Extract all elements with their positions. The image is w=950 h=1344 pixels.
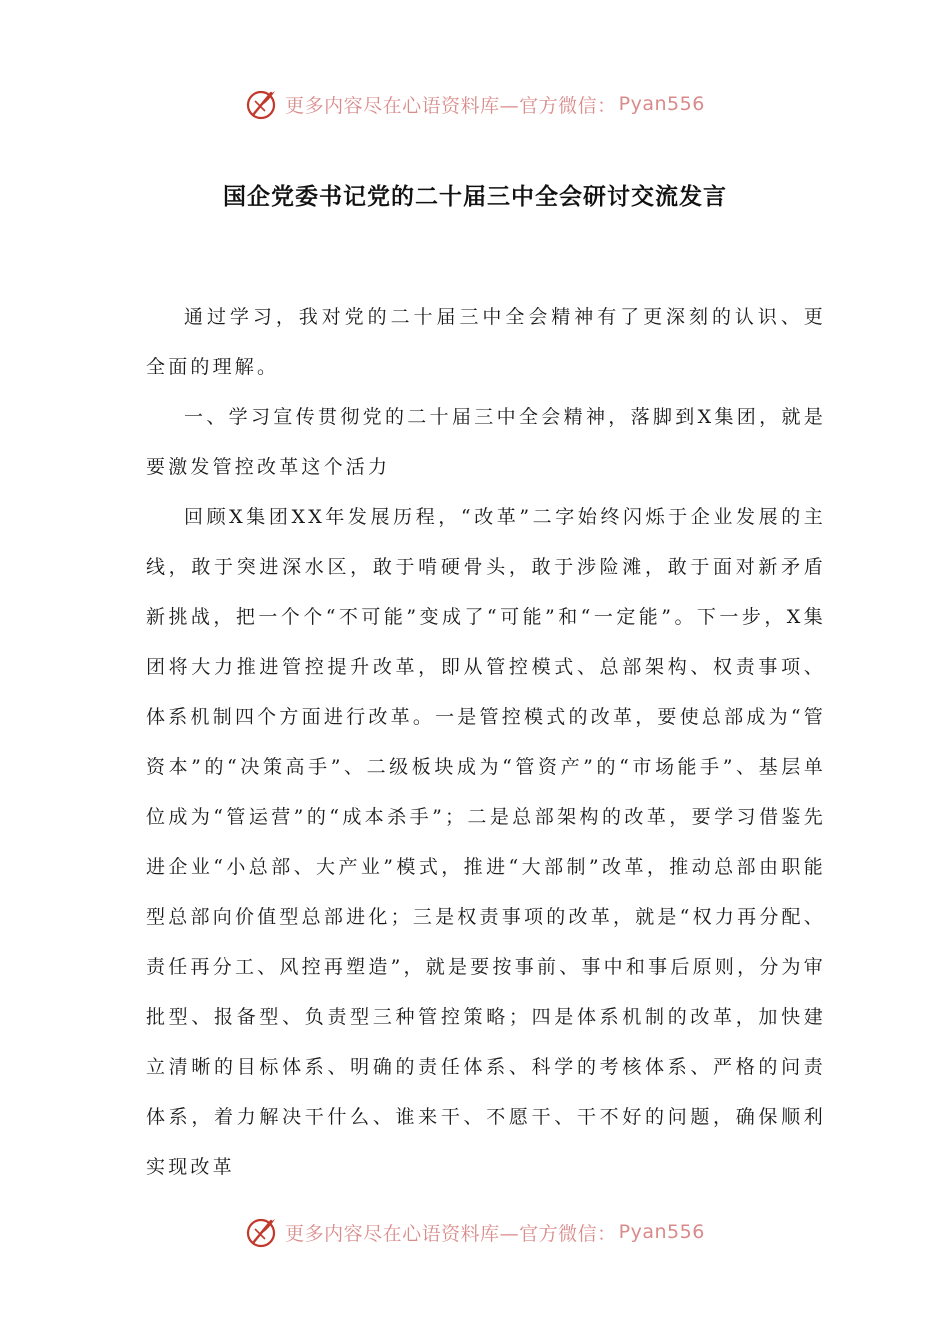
watermark-header [0,84,950,124]
paragraph-intro: 通过学习，我对党的二十届三中全会精神有了更深刻的认识、更全面的理解。 [146,306,826,378]
watermark-text: 更多内容尽在心语资料库—官方微信： [285,94,617,117]
document-title: 国企党委书记党的二十届三中全会研讨交流发言 [223,183,727,210]
watermark-text: 更多内容尽在心语资料库—官方微信： [285,1222,617,1245]
paragraph-section-heading: 一、学习宣传贯彻党的二十届三中全会精神，落脚到X集团，就是要激发管控改革这个活力 [146,406,826,478]
paragraph-body: 回顾X集团XX年发展历程，“改革”二字始终闪烁于企业发展的主线，敢于突进深水区，敢于啃硬骨头，敢于涉险滩，敢于面对新矛盾新挑战，把一个个“不可能”变成了“可能”和“一定能”。下一步，X集团将大力推进管控提升改革，即从管控模式、总部架构、权责事项、体系机制四个方面进行改革。一是管控模式的改革，要使总部成为“管资本”的“决策高手”、二级板块成为“管资产”的“市场能手”、基层单位成为“管运营”的“成本杀手”；二是总部架构的改革，要学习借鉴先进企业“小总部、大产业”模式，推进“大部制”改革，推动总部由职能型总部向价值型总部进化；三是权责事项的改革，就是“权力再分配、责任再分工、风控再塑造”，就是要按事前、事中和事后原则，分为审批型、报备型、负责型三种管控策略；四是体系机制的改革，加快建立清晰的目标体系、明确的责任体系、科学的考核体系、严格的问责体系，着力解决干什么、谁来干、不愿干、干不好的问题，确保顺利实现改革 [146,506,826,1178]
watermark-footer [0,1212,950,1252]
quill-logo-icon [245,1215,279,1249]
document-body [146,292,826,1192]
watermark-wechat-id: Pyan556 [618,93,705,115]
watermark-wechat-id: Pyan556 [618,1221,705,1243]
quill-logo-icon [245,87,279,121]
